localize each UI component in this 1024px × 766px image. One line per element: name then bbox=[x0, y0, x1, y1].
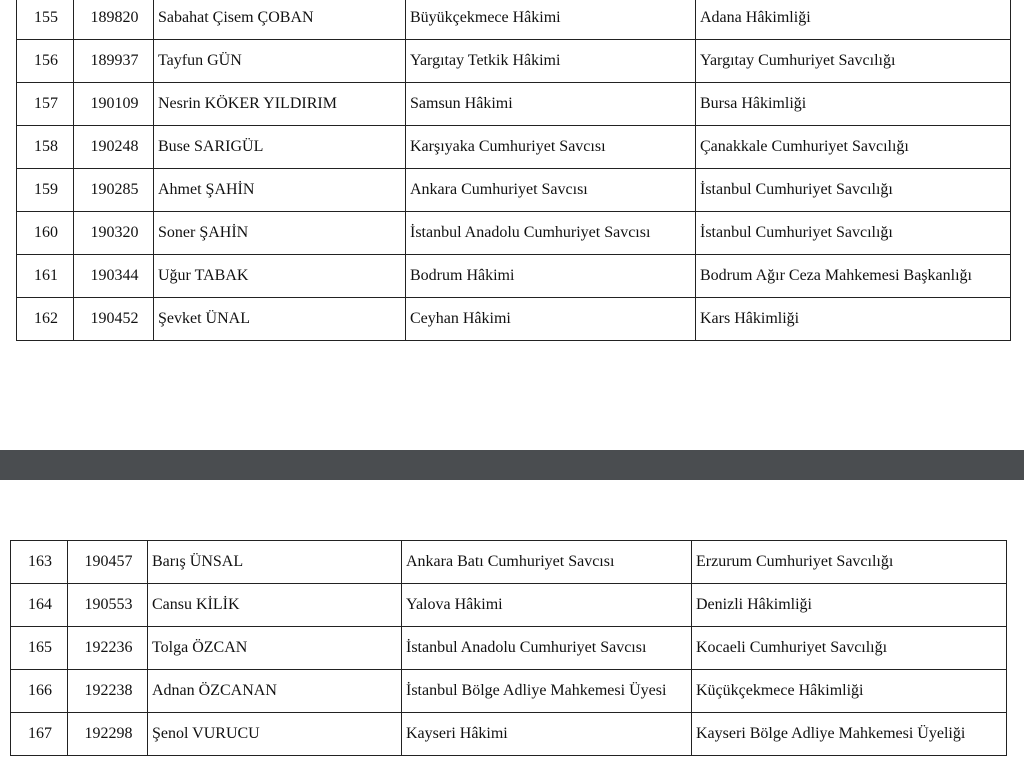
current-position: Bodrum Hâkimi bbox=[406, 255, 696, 298]
new-assignment: Kars Hâkimliği bbox=[696, 298, 1011, 341]
person-name: Adnan ÖZCANAN bbox=[148, 670, 402, 713]
registry-number: 190320 bbox=[74, 212, 154, 255]
page-separator bbox=[0, 450, 1024, 480]
person-name: Soner ŞAHİN bbox=[154, 212, 406, 255]
registry-number: 189937 bbox=[74, 40, 154, 83]
current-position: Samsun Hâkimi bbox=[406, 83, 696, 126]
table-row bbox=[11, 627, 1007, 670]
new-assignment: Erzurum Cumhuriyet Savcılığı bbox=[692, 541, 1007, 584]
registry-number: 192238 bbox=[68, 670, 148, 713]
table-row bbox=[11, 584, 1007, 627]
new-assignment: Kocaeli Cumhuriyet Savcılığı bbox=[692, 627, 1007, 670]
new-assignment: Bodrum Ağır Ceza Mahkemesi Başkanlığı bbox=[696, 255, 1011, 298]
row-number: 156 bbox=[17, 40, 74, 83]
table-row bbox=[17, 255, 1011, 298]
current-position: Yargıtay Tetkik Hâkimi bbox=[406, 40, 696, 83]
table-row bbox=[17, 0, 1011, 40]
new-assignment: Adana Hâkimliği bbox=[696, 0, 1011, 40]
current-position: Ceyhan Hâkimi bbox=[406, 298, 696, 341]
row-number: 163 bbox=[11, 541, 68, 584]
assignment-table-bottom bbox=[10, 540, 1007, 756]
registry-number: 190457 bbox=[68, 541, 148, 584]
new-assignment: İstanbul Cumhuriyet Savcılığı bbox=[696, 212, 1011, 255]
person-name: Şevket ÜNAL bbox=[154, 298, 406, 341]
new-assignment: Çanakkale Cumhuriyet Savcılığı bbox=[696, 126, 1011, 169]
table-row bbox=[11, 670, 1007, 713]
registry-number: 190285 bbox=[74, 169, 154, 212]
person-name: Tayfun GÜN bbox=[154, 40, 406, 83]
table-row bbox=[11, 713, 1007, 756]
current-position: İstanbul Anadolu Cumhuriyet Savcısı bbox=[402, 627, 692, 670]
registry-number: 192298 bbox=[68, 713, 148, 756]
person-name: Sabahat Çisem ÇOBAN bbox=[154, 0, 406, 40]
table-row bbox=[11, 541, 1007, 584]
current-position: Yalova Hâkimi bbox=[402, 584, 692, 627]
new-assignment: Denizli Hâkimliği bbox=[692, 584, 1007, 627]
current-position: Karşıyaka Cumhuriyet Savcısı bbox=[406, 126, 696, 169]
row-number: 159 bbox=[17, 169, 74, 212]
person-name: Ahmet ŞAHİN bbox=[154, 169, 406, 212]
table-row bbox=[17, 298, 1011, 341]
person-name: Cansu KİLİK bbox=[148, 584, 402, 627]
new-assignment: İstanbul Cumhuriyet Savcılığı bbox=[696, 169, 1011, 212]
new-assignment: Yargıtay Cumhuriyet Savcılığı bbox=[696, 40, 1011, 83]
row-number: 167 bbox=[11, 713, 68, 756]
row-number: 162 bbox=[17, 298, 74, 341]
registry-number: 190553 bbox=[68, 584, 148, 627]
row-number: 155 bbox=[17, 0, 74, 40]
person-name: Uğur TABAK bbox=[154, 255, 406, 298]
new-assignment: Kayseri Bölge Adliye Mahkemesi Üyeliği bbox=[692, 713, 1007, 756]
person-name: Tolga ÖZCAN bbox=[148, 627, 402, 670]
row-number: 157 bbox=[17, 83, 74, 126]
person-name: Nesrin KÖKER YILDIRIM bbox=[154, 83, 406, 126]
row-number: 158 bbox=[17, 126, 74, 169]
table-row bbox=[17, 40, 1011, 83]
new-assignment: Bursa Hâkimliği bbox=[696, 83, 1011, 126]
table-row bbox=[17, 126, 1011, 169]
current-position: İstanbul Bölge Adliye Mahkemesi Üyesi bbox=[402, 670, 692, 713]
table-row bbox=[17, 212, 1011, 255]
row-number: 165 bbox=[11, 627, 68, 670]
current-position: Ankara Cumhuriyet Savcısı bbox=[406, 169, 696, 212]
table-row bbox=[17, 169, 1011, 212]
row-number: 164 bbox=[11, 584, 68, 627]
registry-number: 190452 bbox=[74, 298, 154, 341]
current-position: Kayseri Hâkimi bbox=[402, 713, 692, 756]
registry-number: 190344 bbox=[74, 255, 154, 298]
current-position: Ankara Batı Cumhuriyet Savcısı bbox=[402, 541, 692, 584]
person-name: Barış ÜNSAL bbox=[148, 541, 402, 584]
current-position: Büyükçekmece Hâkimi bbox=[406, 0, 696, 40]
person-name: Şenol VURUCU bbox=[148, 713, 402, 756]
new-assignment: Küçükçekmece Hâkimliği bbox=[692, 670, 1007, 713]
row-number: 166 bbox=[11, 670, 68, 713]
registry-number: 192236 bbox=[68, 627, 148, 670]
current-position: İstanbul Anadolu Cumhuriyet Savcısı bbox=[406, 212, 696, 255]
registry-number: 189820 bbox=[74, 0, 154, 40]
table-row bbox=[17, 83, 1011, 126]
person-name: Buse SARIGÜL bbox=[154, 126, 406, 169]
row-number: 160 bbox=[17, 212, 74, 255]
row-number: 161 bbox=[17, 255, 74, 298]
assignment-table-top bbox=[16, 0, 1011, 341]
registry-number: 190248 bbox=[74, 126, 154, 169]
registry-number: 190109 bbox=[74, 83, 154, 126]
